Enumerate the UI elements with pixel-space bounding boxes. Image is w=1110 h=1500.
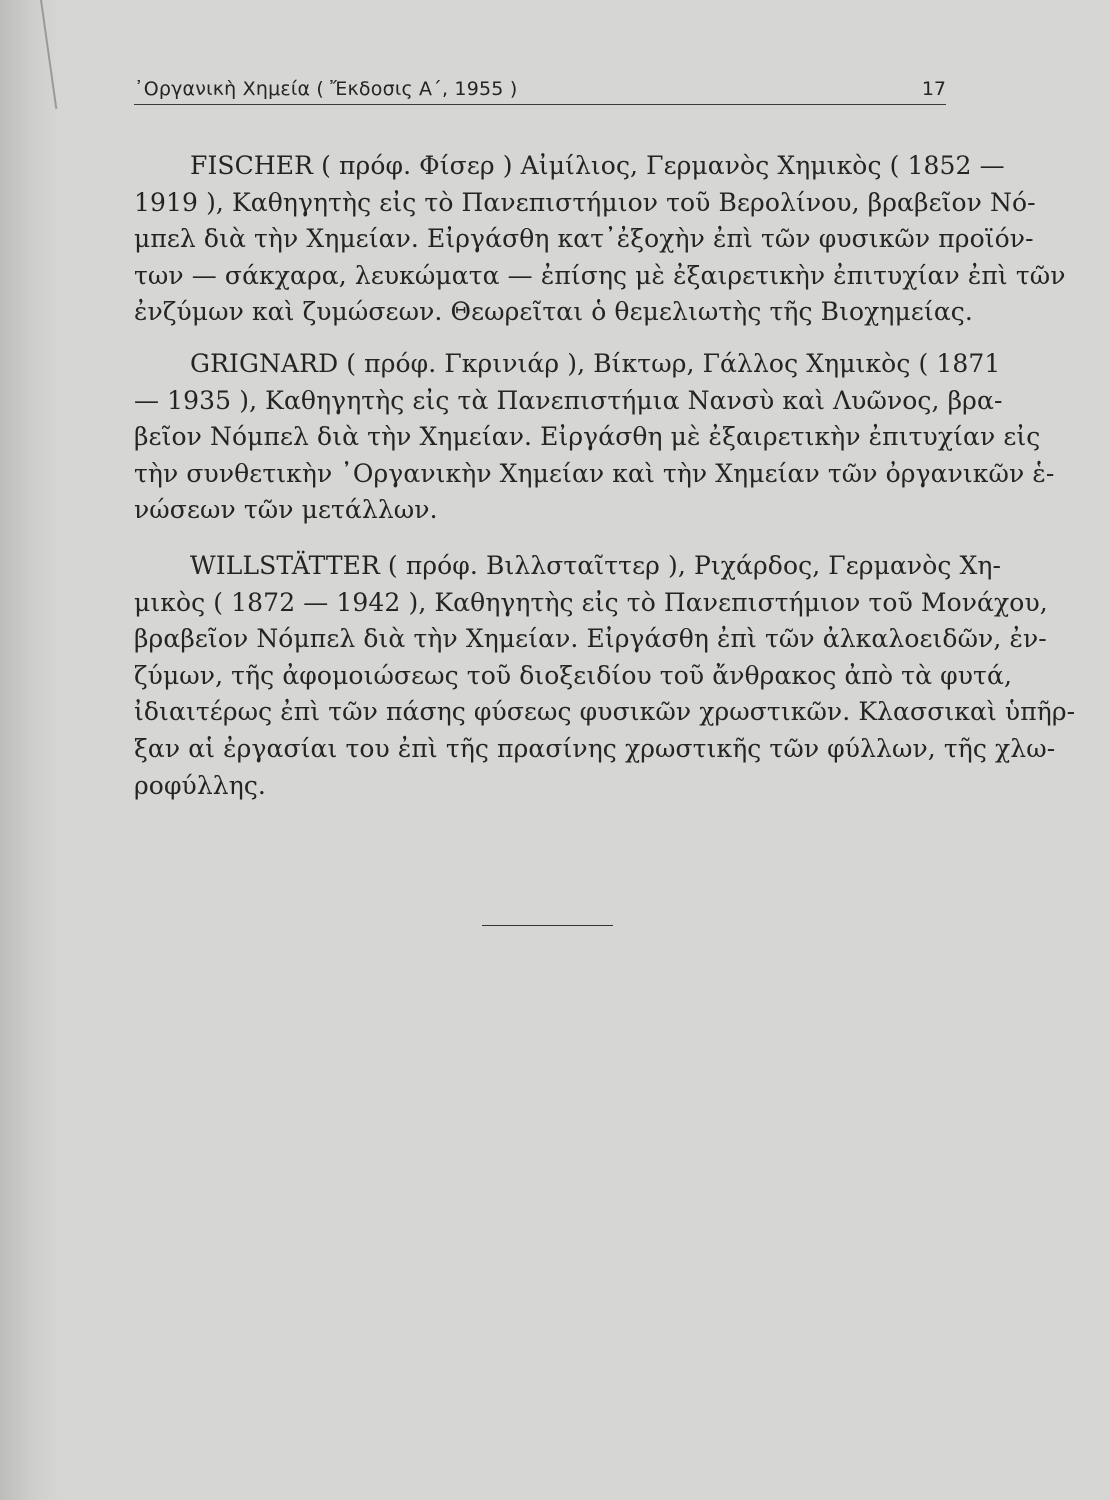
running-header xyxy=(134,74,946,105)
entry-line: των — σάκχαρα, λευκώματα — ἐπίσης μὲ ἐξαιρετικὴν ἐπιτυχίαν ἐπὶ τῶν xyxy=(134,260,1066,290)
entry-line: ζύμων, τῆς ἀφομοιώσεως τοῦ διοξειδίου τοῦ ἄνθρακος ἀπὸ τὰ φυτά, xyxy=(134,660,1013,690)
entry-line: 1919 ), Καθηγητὴς εἰς τὸ Πανεπιστήμιον τοῦ Βερολίνου, βραβεῖον Νό- xyxy=(134,187,1036,217)
entry-line: ἰδιαιτέρως ἐπὶ τῶν πάσης φύσεως φυσικῶν χρωστικῶν. Κλασσικαὶ ὑπῆρ- xyxy=(134,697,1076,727)
entry-line: μπελ διὰ τὴν Χημείαν. Εἰργάσθη κατ᾿ἐξοχὴν ἐπὶ τῶν φυσικῶν προϊόν- xyxy=(134,224,1034,254)
header-title: ᾿Οργανικὴ Χημεία ( Ἔκδοσις Α΄, 1955 ) xyxy=(134,78,518,100)
entry-line: ξαν αἱ ἐργασίαι του ἐπὶ τῆς πρασίνης χρωστικῆς τῶν φύλλων, τῆς χλω- xyxy=(134,733,1056,763)
entry-grignard xyxy=(134,346,1055,529)
entry-line: τὴν συνθετικὴν ᾿Οργανικὴν Χημείαν καὶ τὴν Χημείαν τῶν ὀργανικῶν ἑ- xyxy=(134,458,1055,488)
entry-willstatter xyxy=(134,548,1076,804)
entry-line: — 1935 ), Καθηγητὴς εἰς τὰ Πανεπιστήμια Νανσὺ καὶ Λυῶνος, βρα- xyxy=(134,385,1003,415)
entry-line: WILLSTÄTTER ( πρόφ. Βιλλσταῖττερ ), Ριχάρδος, Γερμανὸς Χη- xyxy=(190,551,1002,580)
entry-line: ροφύλλης. xyxy=(134,770,266,800)
entry-line: GRIGNARD ( πρόφ. Γκρινιάρ ), Βίκτωρ, Γάλλος Χημικὸς ( 1871 xyxy=(190,349,1001,378)
page-binding-shadow xyxy=(0,0,60,1500)
entry-line: μικὸς ( 1872 — 1942 ), Καθηγητὴς εἰς τὸ Πανεπιστήμιον τοῦ Μονάχου, xyxy=(134,587,1048,617)
page-number: 17 xyxy=(921,78,946,100)
entry-line: FISCHER ( πρόφ. Φίσερ ) Αἰμίλιος, Γερμανὸς Χημικὸς ( 1852 — xyxy=(190,151,1005,180)
entry-fischer xyxy=(134,148,1066,331)
entry-line: νώσεων τῶν μετάλλων. xyxy=(134,495,438,525)
entry-line: βραβεῖον Νόμπελ διὰ τὴν Χημείαν. Εἰργάσθη ἐπὶ τῶν ἀλκαλοειδῶν, ἐν- xyxy=(134,624,1047,654)
entry-line: βεῖον Νόμπελ διὰ τὴν Χημείαν. Εἰργάσθη μὲ ἐξαιρετικὴν ἐπιτυχίαν εἰς xyxy=(134,422,1041,452)
entry-line: ἐνζύμων καὶ ζυμώσεων. Θεωρεῖται ὁ θεμελιωτὴς τῆς Βιοχημείας. xyxy=(134,297,973,327)
section-divider xyxy=(482,925,613,926)
